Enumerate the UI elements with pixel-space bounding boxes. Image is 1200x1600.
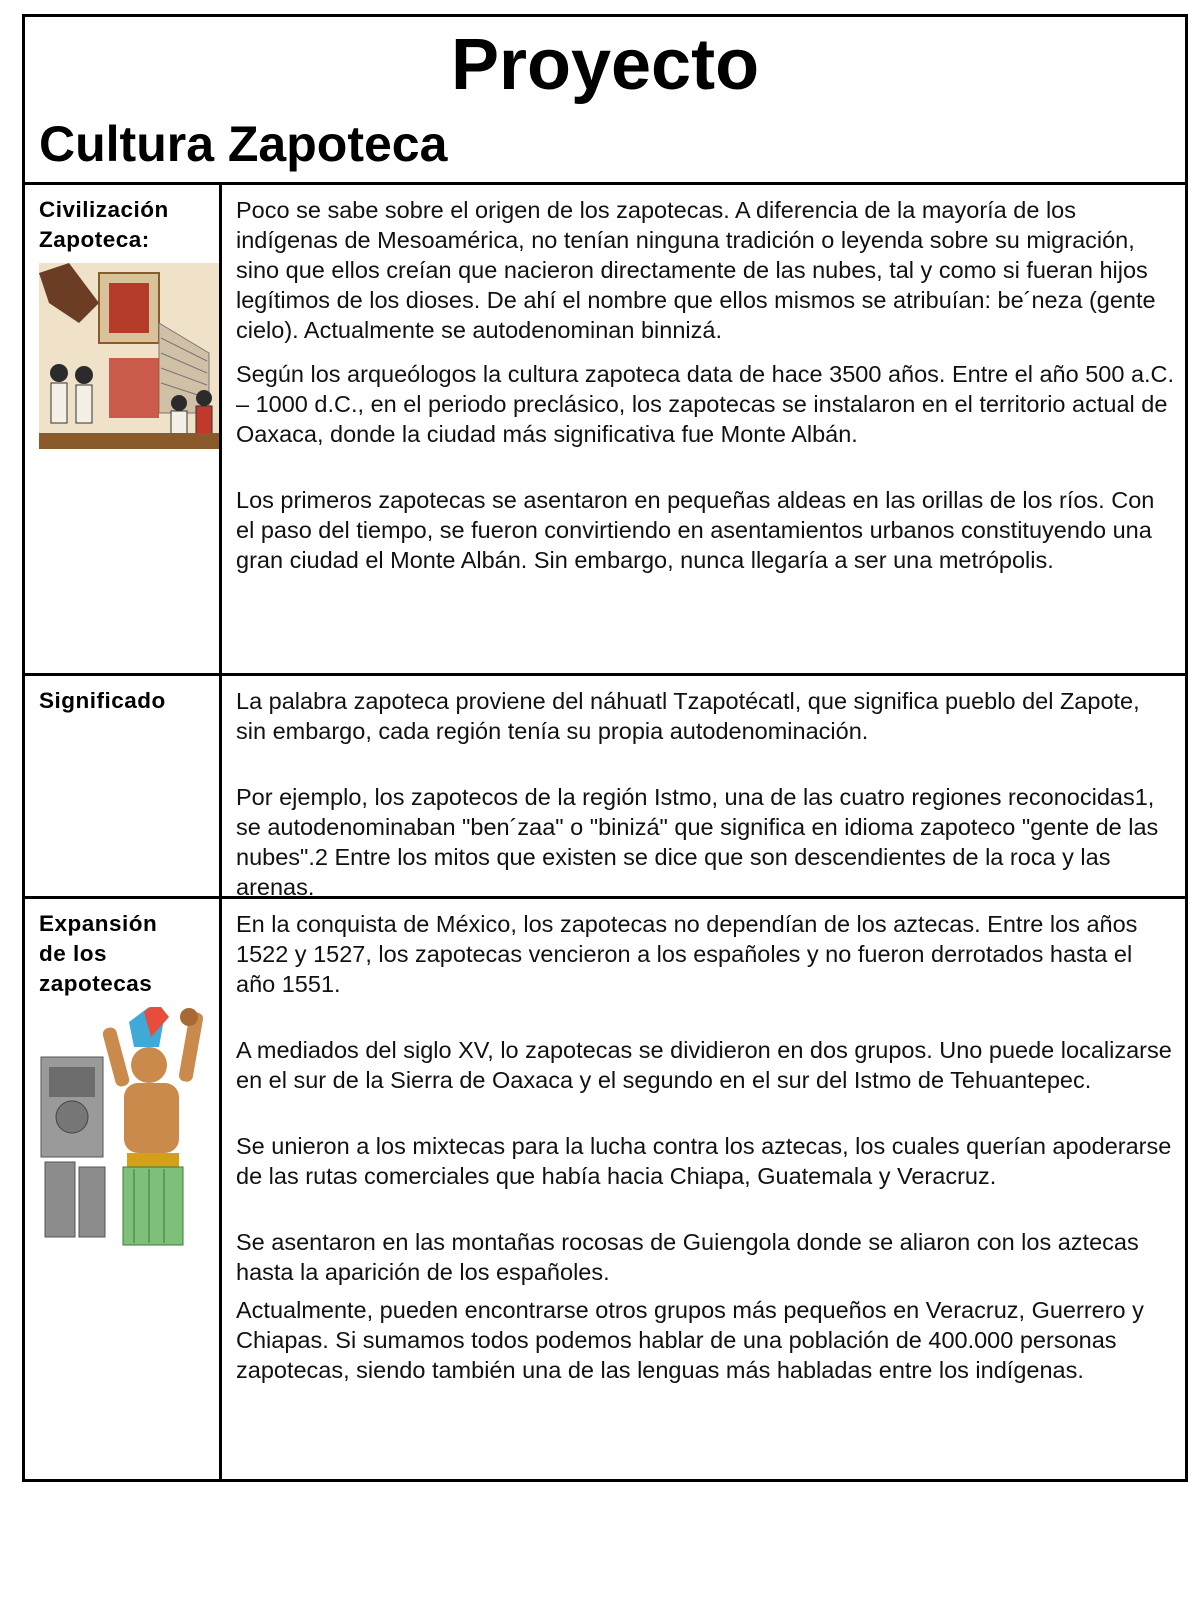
row-label-cell [25, 899, 222, 1479]
table-row-civilizacion [25, 185, 1185, 676]
row-content-cell [222, 676, 1185, 900]
paragraph: A mediados del siglo XV, lo zapotecas se dividieron en dos grupos. Uno puede localizarse en el sur de la Sierra de Oaxaca y el segundo en el sur del Istmo de Tehuantepec. [236, 1037, 1172, 1093]
row-content-cell [222, 185, 1185, 673]
row-label-cell [25, 185, 222, 673]
paragraph: Se asentaron en las montañas rocosas de Guiengola donde se aliaron con los aztecas hasta la aparición de los españoles. [236, 1229, 1139, 1285]
table-row-expansion [25, 899, 1185, 1479]
row-label: Significado [39, 688, 166, 713]
paragraph: Actualmente, pueden encontrarse otros grupos más pequeños en Veracruz, Guerrero y Chiapas. Si sumamos todos podemos hablar de una población de 400.000 personas zapotecas, siendo también una de las lenguas más habladas entre los indígenas. [236, 1297, 1144, 1383]
row-label: Expansión de los zapotecas [39, 911, 158, 996]
codex-illustration [39, 263, 211, 449]
table-row-significado [25, 676, 1185, 899]
warrior-illustration [39, 1007, 211, 1247]
row-label-cell [25, 676, 222, 896]
paragraph: Se unieron a los mixtecas para la lucha contra los aztecas, los cuales querían apoderarse de las rutas comerciales que había hacia Chiapa, Guatemala y Veracruz. [236, 1133, 1172, 1189]
document-header [25, 17, 1185, 185]
row-label: Civilización Zapoteca: [39, 197, 169, 252]
document-table [22, 14, 1188, 1482]
paragraph: Los primeros zapotecas se asentaron en pequeñas aldeas en las orillas de los ríos. Con el paso del tiempo, se fueron convirtiendo en asentamientos urbanos constituyendo una gran ciudad el Monte Albán. Sin embargo, nunca llegaría a ser una metrópolis. [236, 487, 1155, 573]
paragraph: En la conquista de México, los zapotecas no dependían de los aztecas. Entre los años 1522 y 1527, los zapotecas vencieron a los españoles y no fueron derrotados hasta el año 1551. [236, 911, 1138, 997]
page-subtitle: Cultura Zapoteca [39, 116, 448, 172]
page-title: Proyecto [450, 25, 760, 105]
paragraph: Según los arqueólogos la cultura zapoteca data de hace 3500 años. Entre el año 500 a.C. – 1000 d.C., en el periodo preclásico, los zapotecas se instalaron en el territorio actual de Oaxaca, donde la ciudad más significativa fue Monte Albán. [236, 361, 1175, 447]
paragraph: Por ejemplo, los zapotecos de la región Istmo, una de las cuatro regiones reconocidas1, se autodenominaban "ben´zaa" o "binizá" que significa en idioma zapoteco "gente de las nubes".2 Entre los mitos que existen se dice que son descendientes de la roca y las arenas. [236, 784, 1159, 900]
paragraph: Poco se sabe sobre el origen de los zapotecas. A diferencia de la mayoría de los indígenas de Mesoamérica, no tenían ninguna tradición o leyenda sobre su migración, sino que ellos creían que nacieron directamente de las nubes, tal y como si fueran hijos legítimos de los dioses. De ahí el nombre que ellos mismos se atribuían: be´neza (gente cielo). Actualmente se autodenominan binnizá. [236, 197, 1156, 343]
row-content-cell [222, 899, 1185, 1479]
paragraph: La palabra zapoteca proviene del náhuatl Tzapotécatl, que significa pueblo del Zapote, sin embargo, cada región tenía su propia autodenominación. [236, 688, 1140, 744]
